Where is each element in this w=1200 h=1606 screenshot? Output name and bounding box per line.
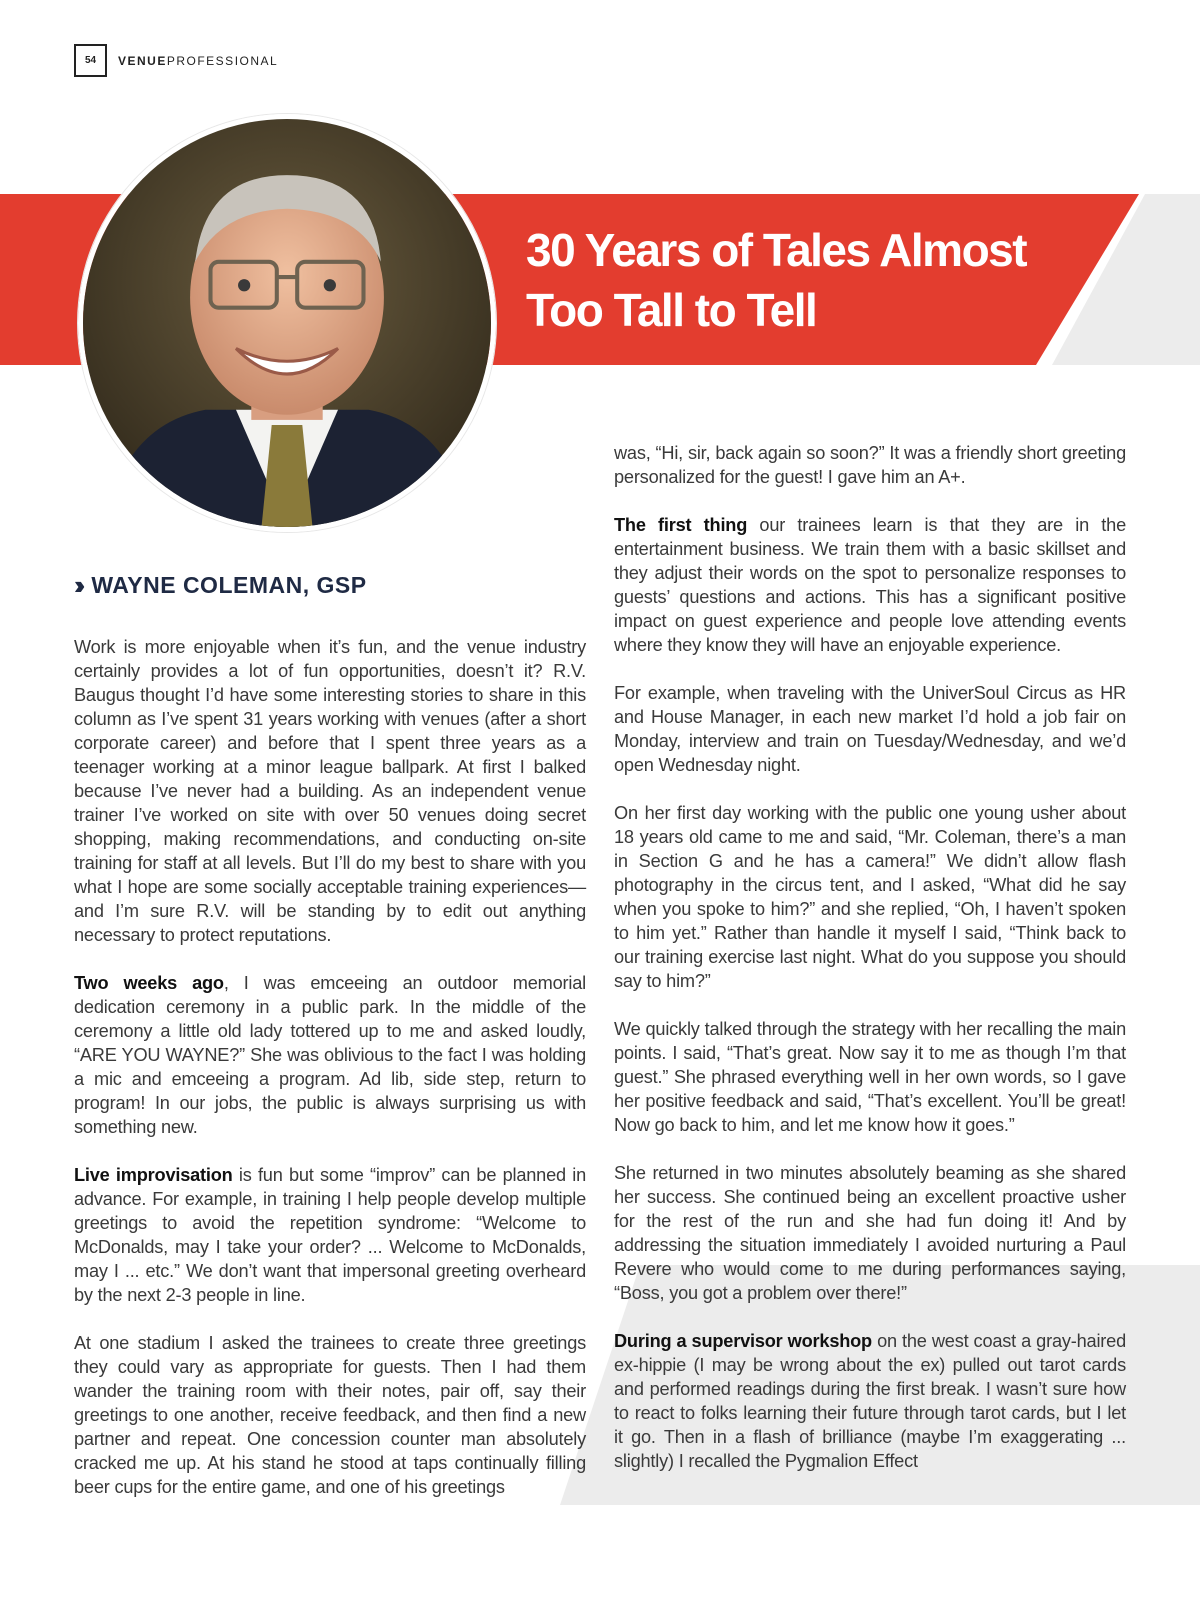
paragraph <box>74 971 586 1139</box>
article-title <box>526 220 1086 340</box>
title-line-1: 30 Years of Tales Almost <box>526 224 1027 276</box>
author-portrait <box>78 114 496 532</box>
paragraph <box>614 441 1126 489</box>
paragraph-text: She returned in two minutes absolutely beaming as she shared her success. She continued being an excellent proactive usher for the rest of the run and she had fun doing it! And by addressing the situation immediately I avoided nurturing a Paul Revere who would come to me during performances saying, “Boss, you got a problem over there!” <box>614 1163 1126 1303</box>
paragraph-text: For example, when traveling with the UniverSoul Circus as HR and House Manager, in each new market I’d hold a job fair on Monday, interview and train on Tuesday/Wednesday, and we’d open Wednesday night. <box>614 683 1126 775</box>
paragraph <box>614 513 1126 657</box>
paragraph-text: on the west coast a gray-haired ex-hippie (I may be wrong about the ex) pulled out tarot cards and performed readings during the first break. I wasn’t sure how to react to folks learning their future through tarot cards, but I let it go. Then in a flash of brilliance (maybe I’m exaggerating ... slightly) I recalled the Pygmalion Effect <box>614 1331 1126 1471</box>
paragraph-text: On her first day working with the public one young usher about 18 years old came to me and said, “Mr. Coleman, there’s a man in Section G and he has a camera!” We didn’t allow flash photography in the circus tent, and I asked, “What did he say when you spoke to him?” and she replied, “Oh, I haven’t spoken to him yet.” Rather than handle it myself I said, “Think back to our training exercise last night. What do you suppose you should say to him?” <box>614 803 1126 991</box>
author-byline <box>74 570 367 601</box>
paragraph-lead: During a supervisor workshop <box>614 1331 872 1351</box>
paragraph-text: We quickly talked through the strategy with her recalling the main points. I said, “That’s great. Now say it to me as though I’m that guest.” She phrased everything well in her own words, so I gave her positive feedback and said, “That’s excellent. You’ll be great! Now go back to him, and let me know how it goes.” <box>614 1019 1126 1135</box>
paragraph <box>614 1161 1126 1305</box>
masthead-bold: VENUE <box>118 54 167 68</box>
paragraph <box>614 801 1126 993</box>
body-column-left <box>74 635 586 1523</box>
author-name: WAYNE COLEMAN, GSP <box>91 572 367 598</box>
masthead-rest: PROFESSIONAL <box>166 54 279 68</box>
paragraph <box>74 1163 586 1307</box>
paragraph <box>614 1017 1126 1137</box>
paragraph <box>74 1331 586 1499</box>
paragraph-lead: Live improvisation <box>74 1165 233 1185</box>
double-chevron-icon: ›› <box>74 570 80 600</box>
title-line-2: Too Tall to Tell <box>526 284 817 336</box>
paragraph <box>614 1329 1126 1473</box>
paragraph-lead: Two weeks ago <box>74 973 224 993</box>
portrait-image <box>83 119 491 527</box>
body-column-right <box>614 441 1126 1497</box>
paragraph-text: was, “Hi, sir, back again so soon?” It was a friendly short greeting personalized for the guest! I gave him an A+. <box>614 443 1126 487</box>
paragraph-text: , I was emceeing an outdoor memorial dedication ceremony in a public park. In the middle of the ceremony a little old lady tottered up to me and asked loudly, “ARE YOU WAYNE?” She was oblivious to the fact I was holding a mic and emceeing a program. Ad lib, side step, return to program! In our jobs, the public is always surprising us with something new. <box>74 973 586 1137</box>
paragraph <box>614 681 1126 777</box>
paragraph <box>74 635 586 947</box>
page-number: 54 <box>74 44 107 77</box>
paragraph-text: our trainees learn is that they are in the entertainment business. We train them with a basic skillset and they adjust their words on the spot to personalize responses to guests’ questions and actions. This has a significant positive impact on guest experience and people love attending events where they know they will have an enjoyable experience. <box>614 515 1126 655</box>
paragraph-text: is fun but some “improv” can be planned in advance. For example, in training I help people develop multiple greetings to avoid the repetition syndrome: “Welcome to McDonalds, may I take your order? ... Welcome to McDonalds, may I ... etc.” We don’t want that impersonal greeting overheard by the next 2-3 people in line. <box>74 1165 586 1305</box>
paragraph-lead: The first thing <box>614 515 748 535</box>
paragraph-text: Work is more enjoyable when it’s fun, and the venue industry certainly provides a lot of fun opportunities, doesn’t it? R.V. Baugus thought I’d have some interesting stories to share in this column as I’ve spent 31 years working with venues (after a short corporate career) and before that I spent three years as a teenager working at a minor league ballpark. At first I balked because I’ve never had a building. As an independent venue trainer I’ve worked on site with over 50 venues doing secret shopping, making recommendations, and conducting on-site training for staff at all levels. But I’ll do my best to share with you what I hope are some socially acceptable training experiences—and I’m sure R.V. will be standing by to edit out anything necessary to protect reputations. <box>74 637 586 945</box>
paragraph-text: At one stadium I asked the trainees to create three greetings they could vary as appropriate for guests. Then I had them wander the training room with their notes, pair off, say their greetings to one another, receive feedback, and then find a new partner and repeat. One concession counter man absolutely cracked me up. At his stand he stood at taps continually filling beer cups for the entire game, and one of his greetings <box>74 1333 586 1497</box>
